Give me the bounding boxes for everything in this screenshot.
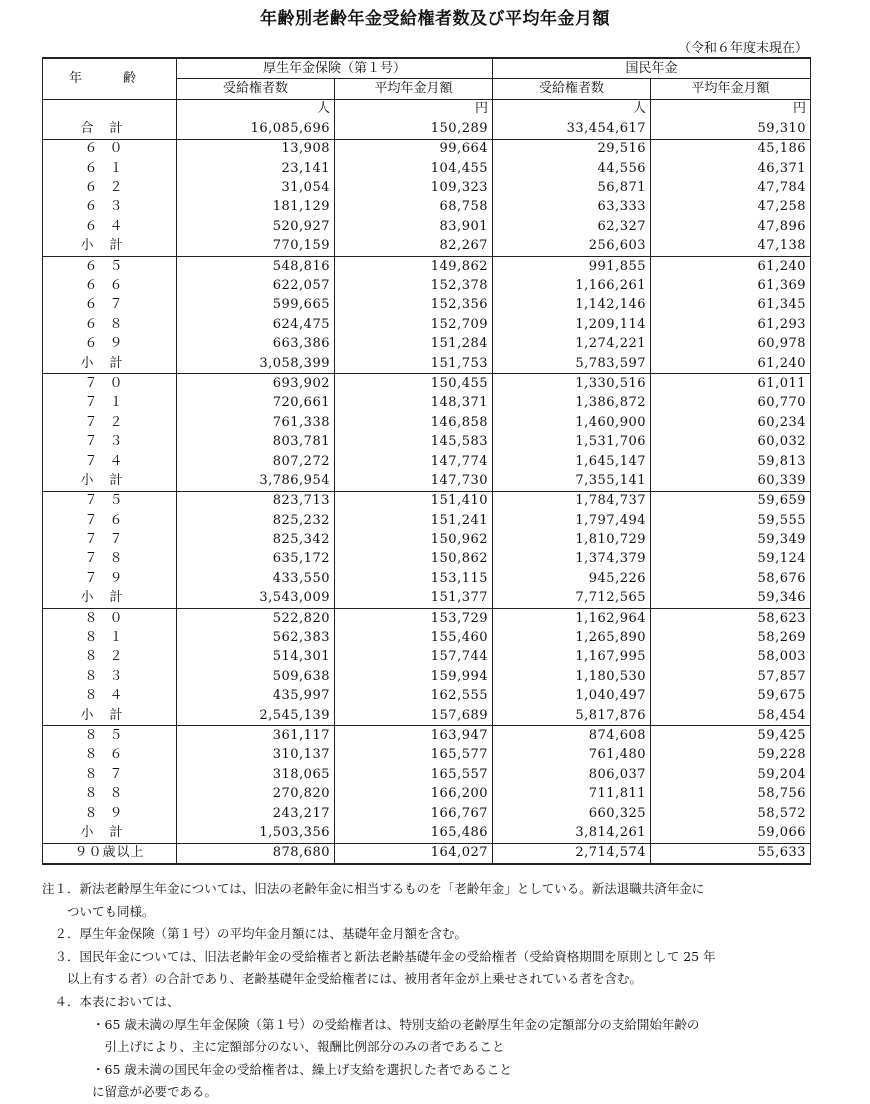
kokumin-avg-cell: 61,240 [651,354,811,374]
kokumin-recipients-cell: 63,333 [493,198,651,217]
kosei-recipients-cell: 635,172 [177,550,335,569]
kokumin-recipients-cell: 256,603 [493,237,651,257]
kosei-recipients-cell: 514,301 [177,648,335,667]
kosei-recipients-cell: 520,927 [177,217,335,236]
kosei-recipients-cell: 23,141 [177,159,335,178]
kosei-avg-cell: 82,267 [335,237,493,257]
kokumin-avg-cell: 59,346 [651,589,811,609]
age-cell: ７６ [43,511,177,530]
kokumin-recipients-cell: 3,814,261 [493,823,651,843]
table-row [43,608,811,628]
kokumin-avg-cell: 59,675 [651,687,811,706]
kokumin-avg-cell: 59,124 [651,550,811,569]
page-title: 年齢別老齢年金受給権者数及び平均年金月額 [260,9,610,29]
kosei-avg-cell: 153,729 [335,608,493,628]
age-cell: ８０ [43,608,177,628]
table-row [43,413,811,432]
kokumin-recipients-cell: 33,454,617 [493,119,651,139]
age-cell: 小計 [43,589,177,609]
kokumin-avg-cell: 61,240 [651,256,811,276]
header-kosei: 厚生年金保険（第１号） [177,58,493,79]
age-cell: ８９ [43,804,177,823]
kokumin-avg-cell: 47,258 [651,198,811,217]
kosei-avg-cell: 153,115 [335,569,493,588]
kosei-recipients-cell: 803,781 [177,432,335,451]
table-row [43,628,811,647]
kokumin-recipients-cell: 1,274,221 [493,334,651,353]
kosei-avg-cell: 166,200 [335,784,493,803]
kokumin-avg-cell: 58,454 [651,706,811,726]
kosei-avg-cell: 109,323 [335,178,493,197]
age-cell: ７９ [43,569,177,588]
kokumin-recipients-cell: 1,330,516 [493,374,651,394]
kosei-recipients-cell: 825,232 [177,511,335,530]
age-cell: 小計 [43,706,177,726]
kosei-recipients-cell: 3,786,954 [177,471,335,491]
header-kokumin: 国民年金 [493,58,811,79]
kosei-avg-cell: 163,947 [335,726,493,746]
kosei-recipients-cell: 3,543,009 [177,589,335,609]
total-row [43,119,811,139]
table-row [43,667,811,686]
age-cell: ６７ [43,296,177,315]
kokumin-recipients-cell: 1,531,706 [493,432,651,451]
kosei-avg-cell: 150,962 [335,530,493,549]
kosei-recipients-cell: 3,058,399 [177,354,335,374]
kokumin-avg-cell: 61,345 [651,296,811,315]
kokumin-recipients-cell: 991,855 [493,256,651,276]
kosei-avg-cell: 151,753 [335,354,493,374]
kokumin-recipients-cell: 711,811 [493,784,651,803]
kosei-avg-cell: 147,774 [335,452,493,471]
age-cell: 小計 [43,823,177,843]
table-row [43,569,811,588]
age-cell: ６６ [43,276,177,295]
age-cell: ６５ [43,256,177,276]
kosei-recipients-cell: 509,638 [177,667,335,686]
kokumin-avg-cell: 59,425 [651,726,811,746]
kokumin-recipients-cell: 1,166,261 [493,276,651,295]
kosei-recipients-cell: 807,272 [177,452,335,471]
table-row [43,139,811,159]
age-cell: ８８ [43,784,177,803]
kokumin-avg-cell: 61,369 [651,276,811,295]
kokumin-recipients-cell: 945,226 [493,569,651,588]
kokumin-recipients-cell: 1,797,494 [493,511,651,530]
kokumin-avg-cell: 59,349 [651,530,811,549]
kokumin-recipients-cell: 56,871 [493,178,651,197]
age-cell: ８１ [43,628,177,647]
kosei-recipients-cell: 181,129 [177,198,335,217]
subtotal-row [43,706,811,726]
kokumin-recipients-cell: 1,142,146 [493,296,651,315]
kosei-avg-cell: 146,858 [335,413,493,432]
kokumin-recipients-cell: 62,327 [493,217,651,236]
table-row [43,432,811,451]
kosei-recipients-cell: 435,997 [177,687,335,706]
kosei-avg-cell: 150,289 [335,119,493,139]
table-row [43,296,811,315]
kokumin-avg-cell: 61,293 [651,315,811,334]
kokumin-recipients-cell: 5,783,597 [493,354,651,374]
kosei-avg-cell: 157,689 [335,706,493,726]
kokumin-avg-cell: 61,011 [651,374,811,394]
age-cell: ７２ [43,413,177,432]
kosei-avg-cell: 145,583 [335,432,493,451]
age-cell: ６９ [43,334,177,353]
table-row [43,491,811,511]
subtotal-row [43,237,811,257]
kokumin-avg-cell: 59,066 [651,823,811,843]
kosei-avg-cell: 157,744 [335,648,493,667]
kokumin-avg-cell: 59,228 [651,746,811,765]
kokumin-avg-cell: 47,784 [651,178,811,197]
kosei-avg-cell: 155,460 [335,628,493,647]
kokumin-recipients-cell: 1,167,995 [493,648,651,667]
age-cell: ６０ [43,139,177,159]
age-cell: ７１ [43,394,177,413]
age-cell: 小計 [43,237,177,257]
kosei-recipients-cell: 663,386 [177,334,335,353]
kokumin-avg-cell: 59,204 [651,765,811,784]
kokumin-avg-cell: 45,186 [651,139,811,159]
age-cell: ６４ [43,217,177,236]
kokumin-avg-cell: 47,138 [651,237,811,257]
kosei-recipients-cell: 13,908 [177,139,335,159]
age-90-plus-row [43,843,811,864]
kosei-recipients-cell: 270,820 [177,784,335,803]
header-age: 年 齢 [43,58,177,99]
age-cell: ７７ [43,530,177,549]
table-row [43,374,811,394]
table-row [43,256,811,276]
kosei-avg-cell: 152,709 [335,315,493,334]
header-kokumin-recipients: 受給権者数 [493,79,651,99]
kosei-avg-cell: 104,455 [335,159,493,178]
table-row [43,530,811,549]
kokumin-recipients-cell: 1,162,964 [493,608,651,628]
kosei-recipients-cell: 522,820 [177,608,335,628]
kokumin-avg-cell: 47,896 [651,217,811,236]
kosei-recipients-cell: 2,545,139 [177,706,335,726]
table-body [43,119,811,864]
kosei-recipients-cell: 433,550 [177,569,335,588]
kokumin-avg-cell: 59,310 [651,119,811,139]
kosei-recipients-cell: 1,503,356 [177,823,335,843]
header-kokumin-avg: 平均年金月額 [651,79,811,99]
kokumin-avg-cell: 58,676 [651,569,811,588]
as-of-date: （令和６年度末現在） [677,41,808,56]
kokumin-recipients-cell: 5,817,876 [493,706,651,726]
kosei-avg-cell: 159,994 [335,667,493,686]
kokumin-avg-cell: 59,813 [651,452,811,471]
kokumin-recipients-cell: 1,209,114 [493,315,651,334]
kokumin-recipients-cell: 660,325 [493,804,651,823]
age-cell: ８６ [43,746,177,765]
kokumin-avg-cell: 57,857 [651,667,811,686]
unit-people: 人 [493,99,651,119]
kosei-recipients-cell: 562,383 [177,628,335,647]
kokumin-recipients-cell: 1,784,737 [493,491,651,511]
header-kosei-avg: 平均年金月額 [335,79,493,99]
age-cell: ８４ [43,687,177,706]
unit-yen: 円 [335,99,493,119]
unit-yen: 円 [651,99,811,119]
kokumin-recipients-cell: 2,714,574 [493,843,651,864]
kosei-avg-cell: 162,555 [335,687,493,706]
unit-people: 人 [177,99,335,119]
kosei-avg-cell: 164,027 [335,843,493,864]
kosei-avg-cell: 152,378 [335,276,493,295]
kokumin-recipients-cell: 7,712,565 [493,589,651,609]
age-cell: 合計 [43,119,177,139]
note-line: 以上有する者）の合計であり、老齢基礎年金受給権者には、被用者年金が上乗せされている者を含む。 [42,971,643,987]
kosei-avg-cell: 151,410 [335,491,493,511]
kokumin-recipients-cell: 7,355,141 [493,471,651,491]
kokumin-avg-cell: 60,770 [651,394,811,413]
kosei-recipients-cell: 720,661 [177,394,335,413]
table-row [43,687,811,706]
kosei-avg-cell: 166,767 [335,804,493,823]
kosei-recipients-cell: 622,057 [177,276,335,295]
table-row [43,784,811,803]
kosei-recipients-cell: 548,816 [177,256,335,276]
kosei-recipients-cell: 243,217 [177,804,335,823]
note-line: ２．厚生年金保険（第１号）の平均年金月額には、基礎年金月額を含む。 [42,926,468,942]
kosei-avg-cell: 99,664 [335,139,493,159]
kosei-avg-cell: 68,758 [335,198,493,217]
table-row [43,726,811,746]
kosei-recipients-cell: 599,665 [177,296,335,315]
note-line: ４．本表においては、 [42,993,180,1009]
kosei-recipients-cell: 770,159 [177,237,335,257]
table-row [43,334,811,353]
age-cell: ６１ [43,159,177,178]
kokumin-recipients-cell: 29,516 [493,139,651,159]
kosei-avg-cell: 147,730 [335,471,493,491]
footnotes [42,878,822,1104]
table-row [43,394,811,413]
kokumin-recipients-cell: 1,810,729 [493,530,651,549]
kokumin-recipients-cell: 1,040,497 [493,687,651,706]
age-cell: ８５ [43,726,177,746]
kosei-avg-cell: 149,862 [335,256,493,276]
kosei-avg-cell: 150,455 [335,374,493,394]
kosei-recipients-cell: 318,065 [177,765,335,784]
kosei-recipients-cell: 624,475 [177,315,335,334]
table-row [43,276,811,295]
note-line: 引上げにより、主に定額部分のない、報酬比例部分のみの者であること [42,1039,505,1055]
kosei-recipients-cell: 761,338 [177,413,335,432]
age-cell: ７４ [43,452,177,471]
kosei-recipients-cell: 693,902 [177,374,335,394]
kosei-recipients-cell: 361,117 [177,726,335,746]
kosei-avg-cell: 151,284 [335,334,493,353]
age-cell: ８３ [43,667,177,686]
pension-table [42,57,811,865]
subtotal-row [43,354,811,374]
note-line: ・65 歳未満の国民年金の受給権者は、繰上げ支給を選択した者であること [42,1061,512,1077]
age-cell: ９０歳以上 [43,843,177,864]
kokumin-avg-cell: 59,659 [651,491,811,511]
kosei-avg-cell: 148,371 [335,394,493,413]
unit-blank [43,99,177,119]
kokumin-avg-cell: 60,339 [651,471,811,491]
note-line: ３．国民年金については、旧法老齢年金の受給権者と新法老齢基礎年金の受給権者（受給資格期間を原則として 25 年 [42,948,716,964]
table-row [43,217,811,236]
age-cell: ６２ [43,178,177,197]
age-cell: ８２ [43,648,177,667]
kokumin-recipients-cell: 806,037 [493,765,651,784]
kokumin-avg-cell: 59,555 [651,511,811,530]
kosei-recipients-cell: 310,137 [177,746,335,765]
kosei-avg-cell: 165,577 [335,746,493,765]
kokumin-avg-cell: 58,756 [651,784,811,803]
note-line: に留意が必要である。 [42,1084,218,1100]
table-row [43,804,811,823]
kokumin-recipients-cell: 1,460,900 [493,413,651,432]
kokumin-avg-cell: 58,003 [651,648,811,667]
kosei-avg-cell: 152,356 [335,296,493,315]
kokumin-avg-cell: 60,032 [651,432,811,451]
kosei-avg-cell: 151,241 [335,511,493,530]
kosei-recipients-cell: 31,054 [177,178,335,197]
subtotal-row [43,471,811,491]
kokumin-avg-cell: 58,623 [651,608,811,628]
table-row [43,765,811,784]
table-row [43,315,811,334]
age-cell: ８７ [43,765,177,784]
kokumin-avg-cell: 46,371 [651,159,811,178]
kokumin-avg-cell: 55,633 [651,843,811,864]
kokumin-recipients-cell: 761,480 [493,746,651,765]
age-cell: 小計 [43,354,177,374]
kokumin-recipients-cell: 1,180,530 [493,667,651,686]
kosei-avg-cell: 83,901 [335,217,493,236]
kosei-avg-cell: 165,486 [335,823,493,843]
kokumin-recipients-cell: 1,374,379 [493,550,651,569]
table-row [43,178,811,197]
kosei-recipients-cell: 878,680 [177,843,335,864]
table-row [43,159,811,178]
table-row [43,511,811,530]
kokumin-avg-cell: 58,269 [651,628,811,647]
subtotal-row [43,589,811,609]
age-cell: ７０ [43,374,177,394]
kokumin-recipients-cell: 1,386,872 [493,394,651,413]
age-cell: ７３ [43,432,177,451]
kokumin-recipients-cell: 874,608 [493,726,651,746]
age-cell: ６３ [43,198,177,217]
table-row [43,550,811,569]
table-row [43,452,811,471]
note-line: ついても同様。 [42,903,155,919]
age-cell: 小計 [43,471,177,491]
table-row [43,198,811,217]
kokumin-recipients-cell: 1,645,147 [493,452,651,471]
age-cell: ６８ [43,315,177,334]
age-cell: ７８ [43,550,177,569]
table-row [43,746,811,765]
note-line: 注１．新法老齢厚生年金については、旧法の老齢年金に相当するものを「老齢年金」としている。新法退職共済年金に [42,881,705,896]
kosei-recipients-cell: 825,342 [177,530,335,549]
kokumin-avg-cell: 58,572 [651,804,811,823]
kosei-avg-cell: 151,377 [335,589,493,609]
kokumin-recipients-cell: 1,265,890 [493,628,651,647]
kokumin-recipients-cell: 44,556 [493,159,651,178]
header-kosei-recipients: 受給権者数 [177,79,335,99]
kosei-recipients-cell: 823,713 [177,491,335,511]
subtotal-row [43,823,811,843]
age-cell: ７５ [43,491,177,511]
kokumin-avg-cell: 60,978 [651,334,811,353]
table-row [43,648,811,667]
kokumin-avg-cell: 60,234 [651,413,811,432]
note-line: ・65 歳未満の厚生年金保険（第１号）の受給権者は、特別支給の老齢厚生年金の定額部分の支給開始年齢の [42,1016,700,1032]
kosei-avg-cell: 150,862 [335,550,493,569]
kosei-recipients-cell: 16,085,696 [177,119,335,139]
kosei-avg-cell: 165,557 [335,765,493,784]
